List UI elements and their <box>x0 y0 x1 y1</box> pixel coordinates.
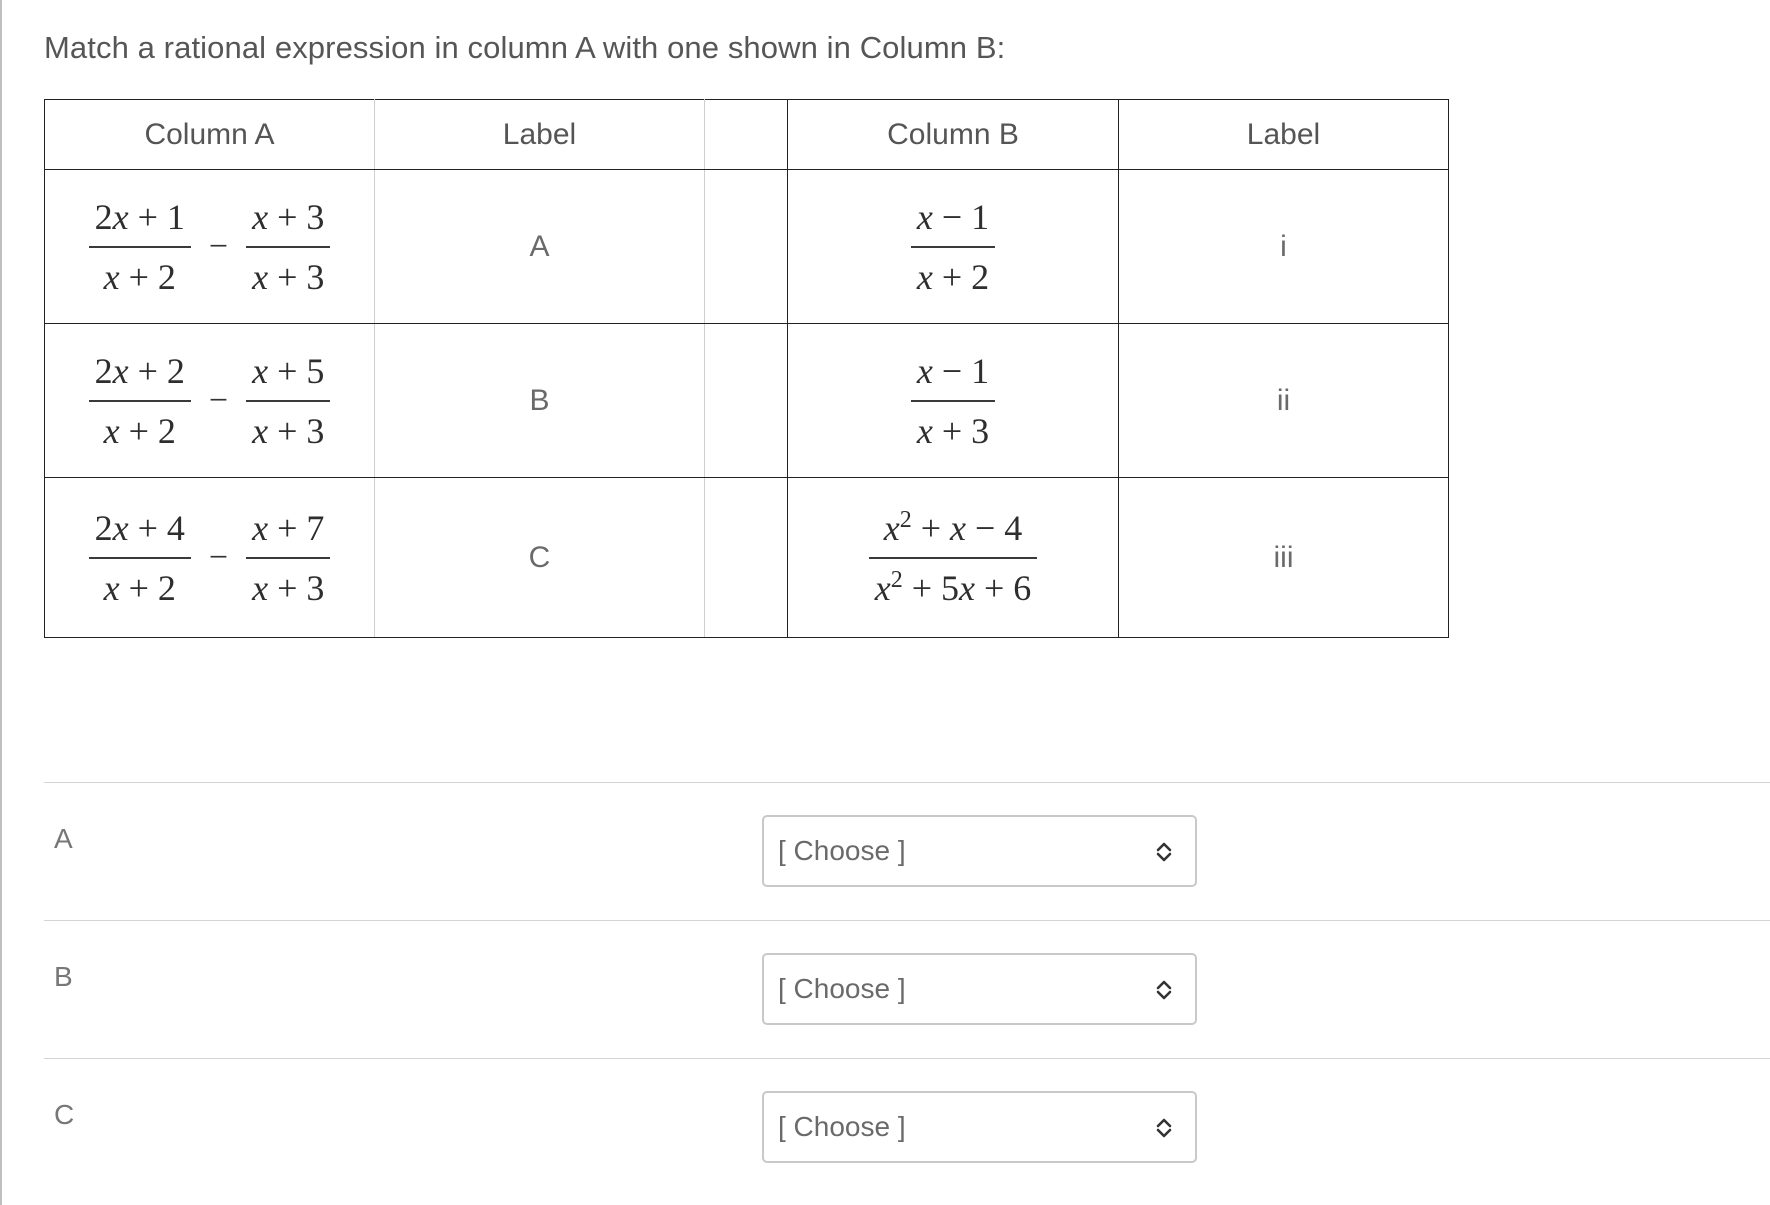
blank-header <box>705 100 788 170</box>
up-down-chevron-icon <box>1155 840 1173 864</box>
blank-cell <box>705 170 788 324</box>
label-a-cell: A <box>375 170 705 324</box>
column-a-expression <box>45 478 375 638</box>
minus-sign: − <box>208 381 229 419</box>
answer-select-a[interactable] <box>762 815 1197 887</box>
column-a-expression <box>45 170 375 324</box>
label-b-cell: i <box>1119 170 1449 324</box>
answer-label: C <box>54 1099 75 1130</box>
column-a-header: Column A <box>45 100 375 170</box>
answer-select-b[interactable] <box>762 953 1197 1025</box>
select-value: [ Choose ] <box>778 835 906 866</box>
matching-table <box>44 99 1449 638</box>
minus-sign: − <box>208 538 229 576</box>
answer-label: B <box>54 961 73 992</box>
answer-row-a <box>44 782 1770 920</box>
label-b-cell: ii <box>1119 324 1449 478</box>
table-header-row <box>45 100 1449 170</box>
column-b-expression <box>788 324 1119 478</box>
fraction: $\frac{2x + 1}{x + 2}$ <box>89 196 191 298</box>
fraction: $\frac{x - 1}{x + 3}$ <box>911 350 995 452</box>
math-expression <box>89 196 331 298</box>
fraction: $\frac{2x + 2}{x + 2}$ <box>89 350 191 452</box>
minus-sign: − <box>208 227 229 265</box>
label-a-header: Label <box>375 100 705 170</box>
math-expression <box>911 196 995 298</box>
label-a-cell: B <box>375 324 705 478</box>
table-row <box>45 478 1449 638</box>
fraction: $\frac{x + 5}{x + 3}$ <box>246 350 330 452</box>
column-b-expression <box>788 478 1119 638</box>
math-expression <box>911 350 995 452</box>
label-a-cell: C <box>375 478 705 638</box>
answer-row-c <box>44 1058 1770 1196</box>
blank-cell <box>705 324 788 478</box>
answer-label: A <box>54 823 73 854</box>
math-expression <box>89 507 331 609</box>
left-border <box>0 0 2 1205</box>
select-value: [ Choose ] <box>778 1111 906 1142</box>
column-b-expression <box>788 170 1119 324</box>
fraction: $\frac{x^2 + x - 4}{x^2 + 5x + 6}$ <box>869 507 1038 609</box>
fraction: $\frac{x - 1}{x + 2}$ <box>911 196 995 298</box>
up-down-chevron-icon <box>1155 1116 1173 1140</box>
label-b-header: Label <box>1119 100 1449 170</box>
fraction: $\frac{x + 3}{x + 3}$ <box>246 196 330 298</box>
fraction: $\frac{x + 7}{x + 3}$ <box>246 507 330 609</box>
question-prompt: Match a rational expression in column A with one shown in Column B: <box>44 30 1006 65</box>
table-row <box>45 324 1449 478</box>
up-down-chevron-icon <box>1155 978 1173 1002</box>
column-b-header: Column B <box>788 100 1119 170</box>
column-a-expression <box>45 324 375 478</box>
table-row <box>45 170 1449 324</box>
select-value: [ Choose ] <box>778 973 906 1004</box>
math-expression <box>89 350 331 452</box>
label-b-cell: iii <box>1119 478 1449 638</box>
math-expression <box>869 507 1038 609</box>
answer-select-c[interactable] <box>762 1091 1197 1163</box>
fraction: $\frac{2x + 4}{x + 2}$ <box>89 507 191 609</box>
blank-cell <box>705 478 788 638</box>
answer-row-b <box>44 920 1770 1058</box>
